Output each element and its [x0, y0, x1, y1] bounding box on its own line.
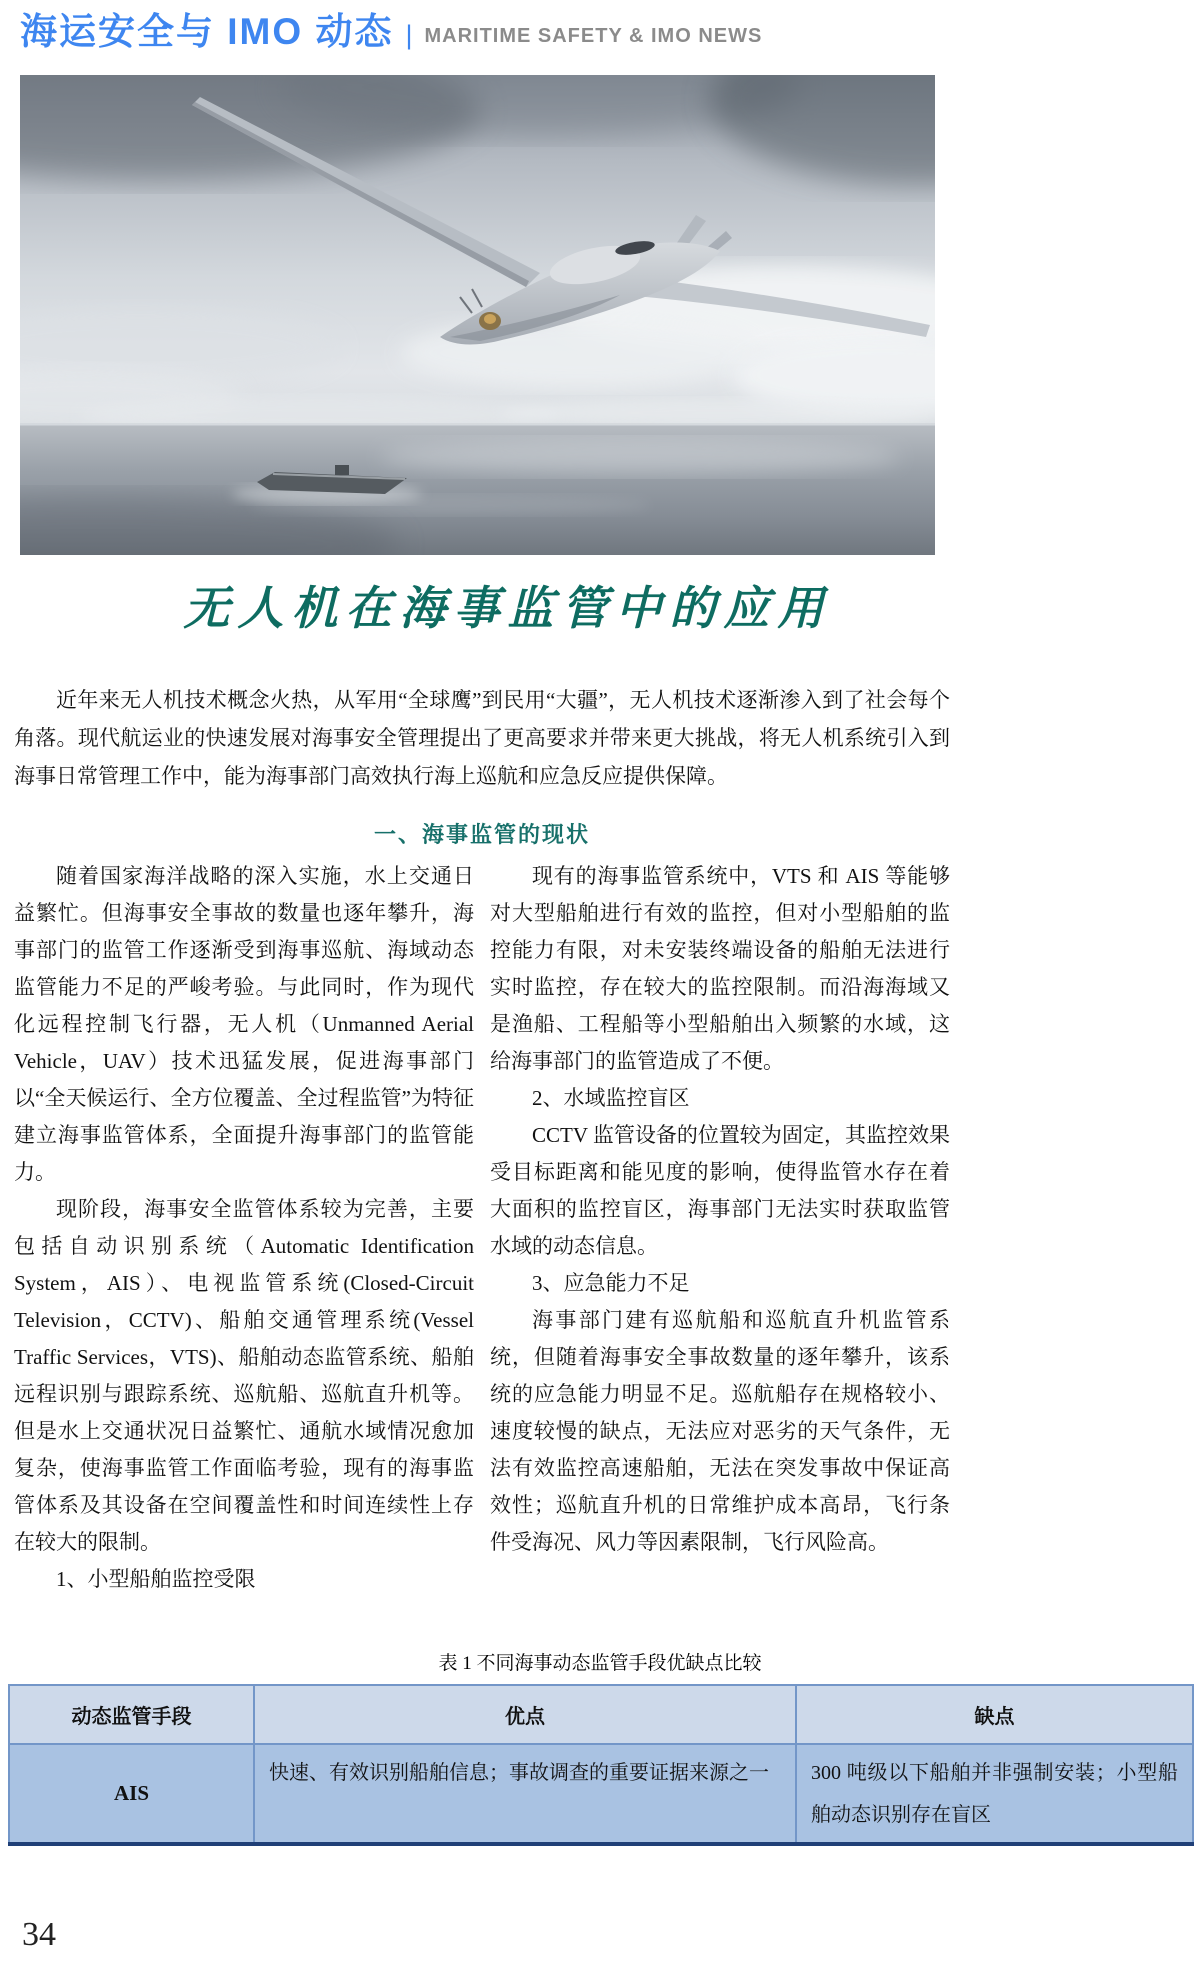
sea [20, 423, 935, 555]
journal-title-divider-bar: | [405, 19, 413, 50]
article-title: 无人机在海事监管中的应用 [183, 583, 832, 634]
hero-photo [20, 75, 935, 555]
paragraph: 海事部门建有巡航船和巡航直升机监管系统，但随着海事安全事故数量的逐年攀升，该系统的应急能力明显不足。巡航船存在规格较小、速度较慢的缺点，无法应对恶劣的天气条件，无法有效监控高速船舶，无法在突发事故中保证高效性；巡航直升机的日常维护成本高昂，飞行条件受海况、风力等因素限制，飞行风险高。 [490, 1308, 950, 1554]
header-cell-method: 动态监管手段 [9, 1685, 254, 1744]
header-cell-cons: 缺点 [796, 1685, 1193, 1744]
section-heading-1: 一、海事监管的现状 [373, 822, 590, 847]
subheading-3: 3、应急能力不足 [532, 1271, 690, 1295]
paragraph: 现有的海事监管系统中，VTS 和 AIS 等能够对大型船舶进行有效的监控，但对小型船舶的监控能力有限，对未安装终端设备的船舶无法进行实时监控，存在较大的监控限制。而沿海海域又是渔船、工程船等小型船舶出入频繁的水域，这给海事部门的监管造成了不便。 [490, 864, 950, 1073]
journal-title-en: MARITIME SAFETY & IMO NEWS [424, 24, 763, 47]
subheading-1: 1、小型船舶监控受限 [56, 1567, 256, 1591]
table-row-ais [9, 1744, 1193, 1844]
right-column [490, 858, 950, 1598]
intro-paragraph: 近年来无人机技术概念火热，从军用“全球鹰”到民用“大疆”，无人机技术逐渐渗入到了社会每个角落。现代航运业的快速发展对海事安全管理提出了更高要求并带来更大挑战，将无人机系统引入到海事日常管理工作中，能为海事部门高效执行海上巡航和应急反应提供保障。 [14, 688, 950, 788]
paragraph: 现阶段，海事安全监管体系较为完善，主要包括自动识别系统（Automatic Identification System，AIS）、电视监管系统(Closed-Circuit Television，CCTV)、船舶交通管理系统(Vessel Traffic Services，VTS)、船舶动态监管系统、船舶远程识别与跟踪系统、巡航船、巡航直升机等。但是水上交通状况日益繁忙、通航水域情况愈加复杂，使海事监管工作面临考验，现有的海事监管体系及其设备在空间覆盖性和时间连续性上存在较大的限制。 [14, 1197, 474, 1554]
comparison-table [8, 1684, 1194, 1846]
table-header-row [9, 1685, 1193, 1744]
header-cell-pros: 优点 [254, 1685, 796, 1744]
page-number: 34 [22, 1916, 56, 1953]
article-body [14, 858, 950, 1598]
cell-method-ais: AIS [9, 1744, 254, 1844]
journal-title-zh: 海运安全与 IMO 动态 [20, 11, 394, 52]
drone-over-sea-illustration [20, 75, 935, 555]
paragraph: 随着国家海洋战略的深入实施，水上交通日益繁忙。但海事安全事故的数量也逐年攀升，海事部门的监管工作逐渐受到海事巡航、海域动态监管能力不足的严峻考验。与此同时，作为现代化远程控制飞行器，无人机（Unmanned Aerial Vehicle，UAV）技术迅猛发展，促进海事部门以“全天候运行、全方位覆盖、全过程监管”为特征建立海事监管体系，全面提升海事部门的监管能力。 [14, 864, 474, 1184]
paragraph: CCTV 监管设备的位置较为固定，其监控效果受目标距离和能见度的影响，使得监管水存在着大面积的监控盲区，海事部门无法实时获取监管水域的动态信息。 [490, 1123, 950, 1258]
table-caption: 表 1 不同海事动态监管手段优缺点比较 [438, 1653, 762, 1674]
cell-cons-ais: 300 吨级以下船舶并非强制安装；小型船舶动态识别存在盲区 [796, 1744, 1193, 1844]
page-header [20, 12, 1180, 53]
cell-pros-ais: 快速、有效识别船舶信息；事故调查的重要证据来源之一 [254, 1744, 796, 1844]
subheading-2: 2、水域监控盲区 [532, 1086, 690, 1110]
left-column [14, 858, 474, 1598]
